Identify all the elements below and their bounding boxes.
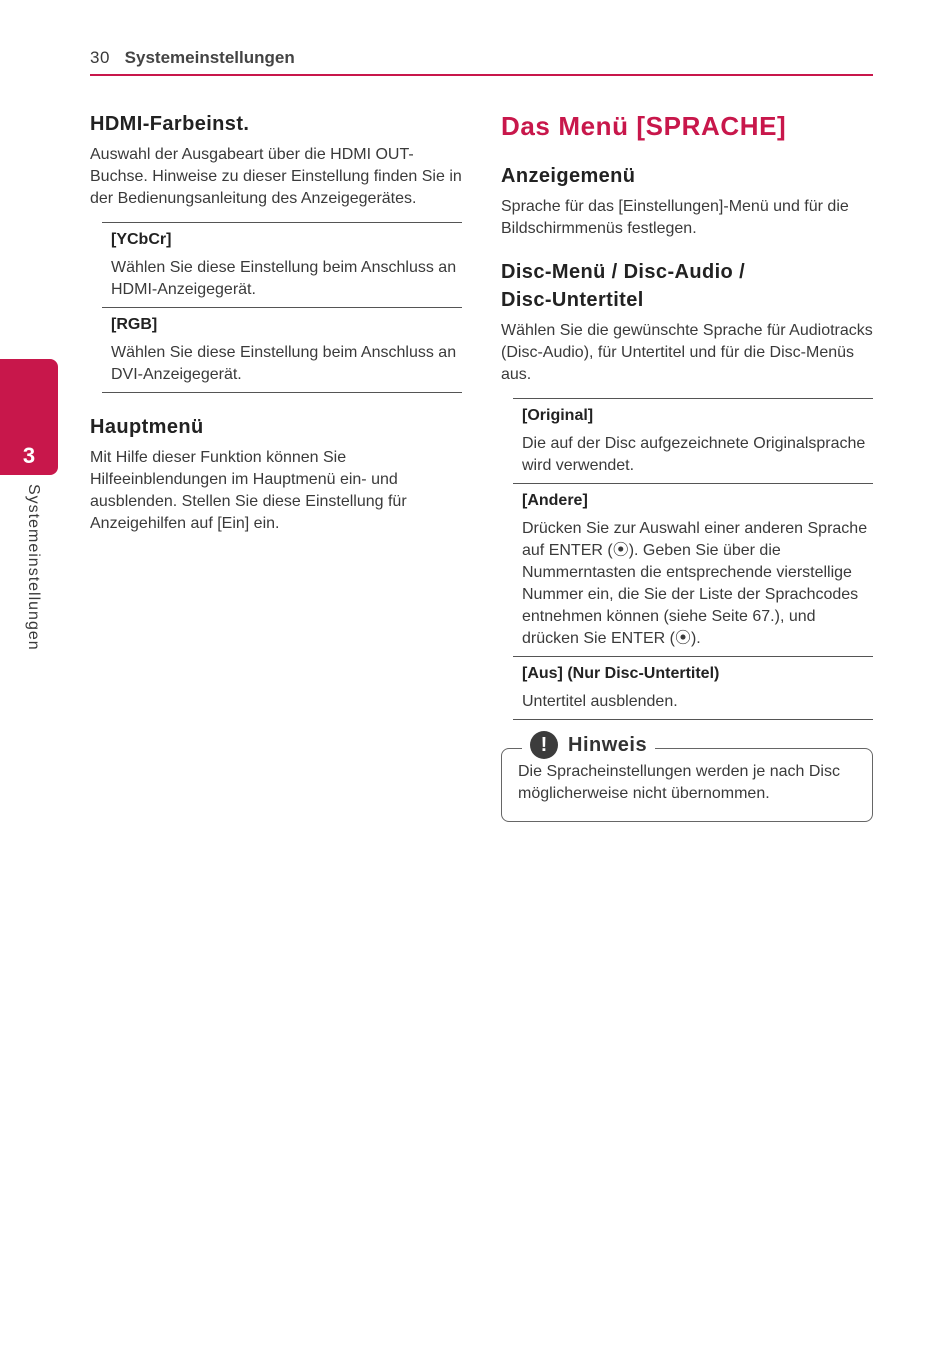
page-header (90, 48, 873, 76)
hauptmenu-text: Mit Hilfe dieser Funktion können Sie Hilfeeinblendungen im Hauptmenü ein- und ausblenden. Stellen Sie diese Einstellung für Anzeigehilfen auf [Ein] ein. (90, 449, 407, 532)
section-title: Das Menü [SPRACHE] (501, 111, 787, 141)
anzeige-heading: Anzeigemenü (501, 165, 636, 187)
hdmi-options (102, 222, 462, 393)
page-number: 30 (90, 48, 110, 67)
chapter-tab (0, 359, 58, 475)
option-label: [RGB] (111, 316, 158, 333)
disc-heading (501, 258, 873, 314)
option-row (513, 399, 873, 484)
option-description: Wählen Sie diese Einstellung beim Anschluss an DVI-Anzeigegerät. (111, 344, 457, 383)
option-description: Wählen Sie diese Einstellung beim Anschluss an HDMI-Anzeigegerät. (111, 259, 457, 298)
option-label: [Aus] (Nur Disc-Untertitel) (522, 665, 720, 682)
note-title: Hinweis (568, 733, 648, 756)
header-title: Systemeinstellungen (124, 48, 295, 67)
option-label: [Andere] (522, 492, 588, 509)
disc-text: Wählen Sie die gewünschte Sprache für Audiotracks (Disc-Audio), für Untertitel und für die Disc-Menüs aus. (501, 322, 873, 383)
left-column (90, 110, 462, 547)
disc-options (513, 398, 873, 720)
option-description: Untertitel ausblenden. (522, 693, 678, 710)
chapter-label: Systemeinstellungen (25, 484, 42, 651)
option-row (102, 308, 462, 393)
option-row (513, 484, 873, 657)
option-label: [Original] (522, 407, 594, 424)
chapter-number: 3 (22, 443, 36, 468)
hdmi-heading: HDMI-Farbeinst. (90, 113, 250, 135)
hdmi-text: Auswahl der Ausgabeart über die HDMI OUT-Buchse. Hinweise zu dieser Einstellung finden Sie in der Bedienungsanleitung des Anzeigegerätes. (90, 146, 462, 207)
option-row (102, 223, 462, 308)
note-text: Die Spracheinstellungen werden je nach Disc möglicherweise nicht übernommen. (518, 763, 840, 802)
anzeige-text: Sprache für das [Einstellungen]-Menü und für die Bildschirmmenüs festlegen. (501, 198, 849, 237)
option-description: Drücken Sie zur Auswahl einer anderen Sprache auf ENTER (⦿). Geben Sie über die Nummerntasten die entsprechende vierstellige Nummer ein, die Sie der Liste der Sprachcodes entnehmen können (siehe Seite 67.), und drücken Sie ENTER (⦿). (522, 520, 868, 647)
disc-heading-line2: Disc-Untertitel (501, 289, 644, 311)
note-header (522, 731, 655, 759)
disc-heading-line1: Disc-Menü / Disc-Audio / (501, 261, 746, 283)
option-row (513, 657, 873, 720)
option-description: Die auf der Disc aufgezeichnete Originalsprache wird verwendet. (522, 435, 866, 474)
hauptmenu-heading: Hauptmenü (90, 416, 204, 438)
exclamation-icon: ! (530, 731, 558, 759)
note-box (501, 733, 873, 822)
option-label: [YCbCr] (111, 231, 172, 248)
right-column (501, 110, 873, 822)
